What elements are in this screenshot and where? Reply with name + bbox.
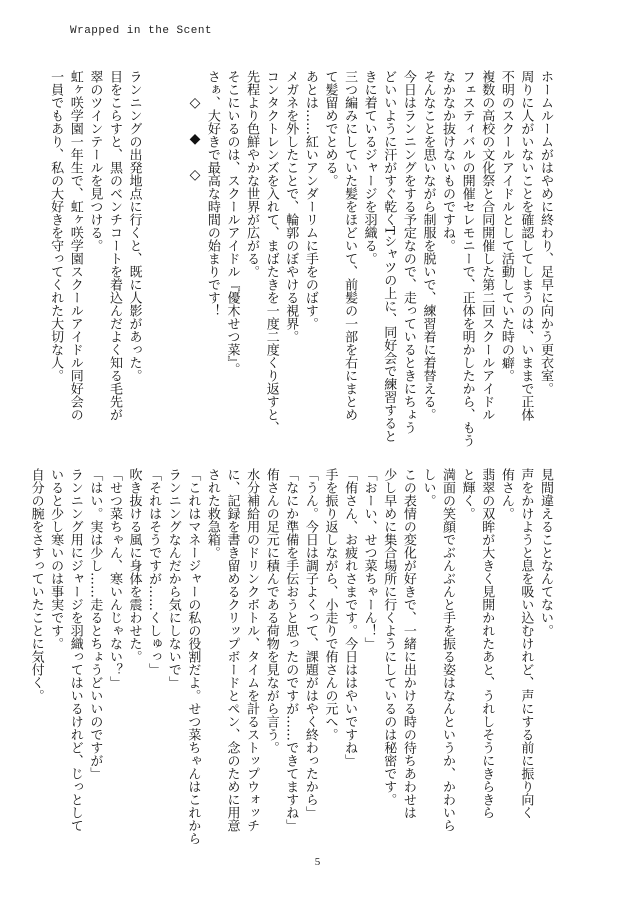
text-column: いると少し寒いのは事実です。 <box>48 468 64 650</box>
text-column: ランニングなんだから気にしないで」 <box>165 468 181 689</box>
text-column: 「うん。今日は調子よくって、課題がはやく終わったから」 <box>302 468 318 819</box>
text-column: 「なにか準備を手伝おうと思ったのですが……できてますね」 <box>283 468 299 832</box>
text-column: 吹き抜ける風に身体を震わせた。 <box>126 468 142 663</box>
text-column: 「はい。実は少し……走るとちょうどいいのですが」 <box>87 468 103 780</box>
text-column: 複数の高校の文化祭と合同開催した第二回スクールアイドル <box>479 70 495 421</box>
text-column: メガネを外したことで、輪郭のぼやける視界。 <box>283 70 299 343</box>
text-column: ランニング用にジャージを羽織ってはいるけれど、じっとして <box>67 468 83 832</box>
section-break-ornament: ◇◆◇ <box>187 95 203 203</box>
text-column: 虹ヶ咲学園一年生で、虹ヶ咲学園スクールアイドル同好会の <box>67 70 83 421</box>
text-column: 「おーい、せつ菜ちゃーん！」 <box>361 468 377 650</box>
text-column: された救急箱。 <box>204 468 220 559</box>
text-column: 少し早めに集合場所に行くようにしているのは秘密です。 <box>381 468 397 806</box>
text-column: しい。 <box>420 468 436 507</box>
text-column: 先程より色鮮やかな世界が広がる。 <box>244 70 260 278</box>
text-column: フェスティバルの開催セレモニーで、正体を明かしたから、もう <box>459 70 475 447</box>
text-column: コンタクトレンズを入れて、まばたきを一度二度くり返すと、 <box>263 70 279 434</box>
text-column: なかなか抜けないものですね。 <box>440 70 456 252</box>
text-column: そんなことを思いながら制服を脱いで、練習着に着替える。 <box>420 70 436 421</box>
text-column <box>144 70 164 420</box>
text-column: ホームルームがはやめに終わり、足早に向かう更衣室。 <box>538 70 553 395</box>
text-column: 「侑さん、お疲れさまです。今日ははやいですね」 <box>342 468 358 767</box>
text-column: 満面の笑顔でぶんぶんと手を振る姿はなんというか、かわいら <box>440 468 456 832</box>
text-column: 「それはそうですが……くしゅっ」 <box>146 468 162 676</box>
text-column: 周りに人がいないことを確認してしまうのは、いままで正体 <box>518 70 534 421</box>
text-column: ランニングの出発地点に行くと、既に人影があった。 <box>126 70 142 382</box>
text-column: この表情の変化が好きで、一緒に出かける時の待ちあわせは <box>400 468 416 819</box>
text-column: さぁ、大好きで最高な時間の始まりです！ <box>204 70 220 317</box>
text-column: 目をこらすと、黒のベンチコートを着込んだよく知る毛先が <box>106 70 122 421</box>
text-column: 一員でもあり、私の大好きを守ってくれた大切な人。 <box>48 70 64 382</box>
text-column: て髪留めでとめる。 <box>322 70 338 187</box>
text-column: 「せつ菜ちゃん、寒いんじゃない？」 <box>106 468 122 689</box>
running-header: Wrapped in the Scent <box>70 25 213 37</box>
text-column: 不明のスクールアイドルとして活動していた時の癖。 <box>498 70 514 382</box>
text-column: 翠のツインテールを見つける。 <box>87 70 103 252</box>
text-column: あとは……紅いアンダーリムに手をのばす。 <box>302 70 318 330</box>
text-column: 今日はランニングをする予定なので、走っているときにちょう <box>400 70 416 434</box>
text-column: 三つ編みにしていた髪をほどいて、前髪の一部を右にまとめ <box>342 70 358 421</box>
text-column: 「これはマネージャーの私の役割だよ。せつ菜ちゃんはこれから <box>185 468 201 845</box>
text-column <box>163 70 183 420</box>
top-text-block <box>46 70 555 447</box>
text-column: 水分補給用のドリンクボトル、タイムを計るストップウォッチ <box>244 468 260 832</box>
text-column: 見間違えることなんてない。 <box>538 468 553 637</box>
text-column: と輝く。 <box>459 468 475 520</box>
bottom-text-block <box>26 468 555 845</box>
text-column: 翡翠の双眸が大きく見開かれたあと、うれしそうにきらきら <box>479 468 495 819</box>
text-column: 手を振り返しながら、小走りで侑さんの元へ。 <box>322 468 338 741</box>
text-column: 自分の腕をさすっていたことに気付く。 <box>28 468 44 702</box>
text-column: どいいように汗がすぐ乾くTシャツの上に、同好会で練習すると <box>381 70 397 443</box>
page-number: 5 <box>314 856 321 868</box>
text-column: 侑さん。 <box>498 468 514 520</box>
text-column: 侑さんの足元に積んである荷物を見ながら言う。 <box>263 468 279 754</box>
text-column: に、記録を書き留めるクリップボードとペン、念のために用意 <box>224 468 240 832</box>
text-column: そこにいるのは、スクールアイドル『優木せつ菜』。 <box>224 70 240 376</box>
text-column: 声をかけようと息を吸い込むけれど、声にする前に振り向く <box>518 468 534 819</box>
text-column: きに着ているジャージを羽織る。 <box>361 70 377 265</box>
